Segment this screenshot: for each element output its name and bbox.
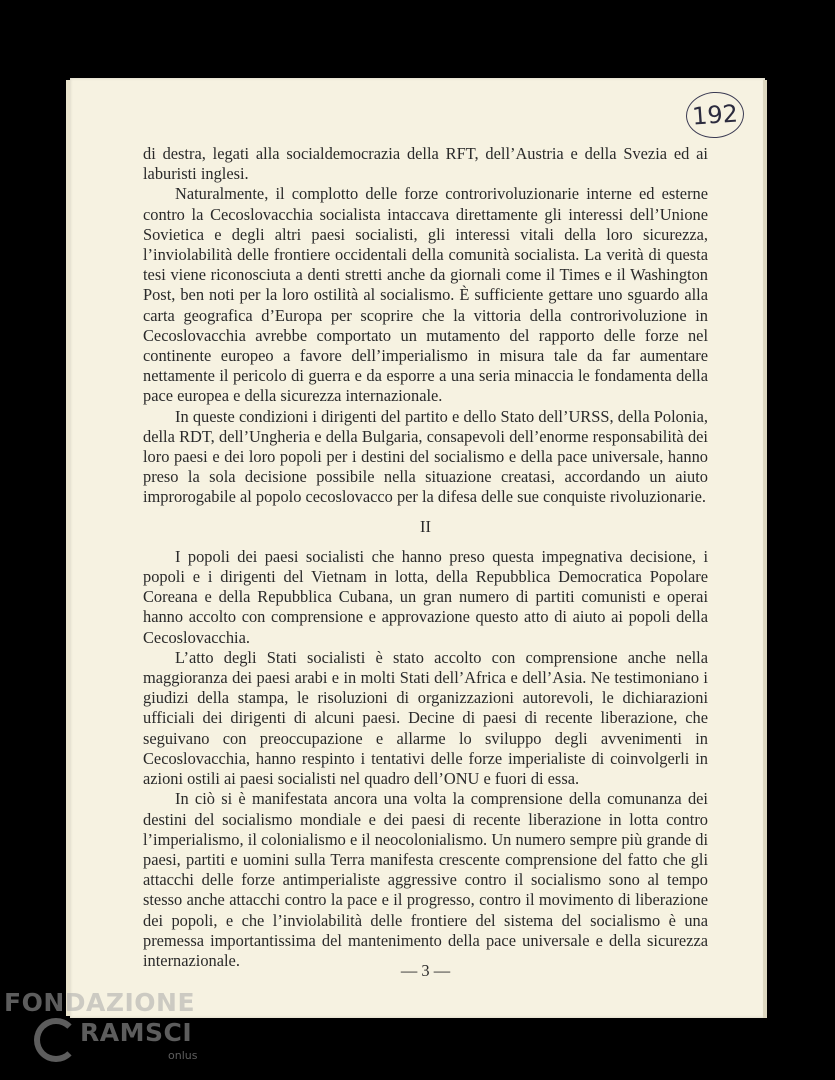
- paragraph: I popoli dei paesi socialisti che hanno preso questa impegnativa decisione, i popoli e i dirigenti del Vietnam in lotta, della Repubblica Democratica Popolare Coreana e della Repubblica Cubana, un gran numero di partiti comunisti e operai hanno accolto con comprensione e approvazione questo atto di aiuto ai popoli della Cecoslovacchia.: [143, 546, 708, 647]
- paragraph: Naturalmente, il complotto delle forze controrivoluzionarie interne ed esterne contro la Cecoslovacchia socialista intaccava direttamente gli interessi dell’Unione Sovietica e degli altri paesi socialisti, gli interessi vitali della loro sicurezza, l’inviolabilità delle frontiere occidentali della comunità socialista. La verità di questa tesi viene riconosciuta a denti stretti anche da giornali come il Times e il Washington Post, ben noti per la loro ostilità al socialismo. È sufficiente gettare uno sguardo alla carta geografica d’Europa per scoprire che la vittoria della controrivoluzione in Cecoslovacchia avrebbe comportato un mutamento del rapporto delle forze nel continente europeo a favore dell’imperialismo in misura tale da far aumentare nettamente il pericolo di guerra e da esporre a una seria minaccia le fondamenta della pace europea e della sicurezza internazionale.: [143, 184, 708, 406]
- watermark-line1: FONDAZIONE: [4, 988, 196, 1017]
- paragraph: L’atto degli Stati socialisti è stato accolto con comprensione anche nella maggioranza dei paesi arabi e in molti Stati dell’Africa e dell’Asia. Ne testimoniano i giudizi della stampa, le risoluzioni di organizzazioni autorevoli, le dichiarazioni ufficiali dei dirigenti di alcuni paesi. Decine di paesi di recente liberazione, che seguivano con preoccupazione e allarme lo sviluppo degli avvenimenti in Cecoslovacchia, hanno respinto i tentativi delle forze imperialiste di coinvolgerli in azioni ostili ai paesi socialisti nel quadro dell’ONU e fuori di essa.: [143, 647, 708, 789]
- paragraph: di destra, legati alla socialdemocrazia della RFT, dell’Austria e della Svezia ed ai laburisti inglesi.: [143, 144, 708, 184]
- page-right-edge: [763, 80, 767, 1018]
- body-text: [143, 144, 708, 971]
- paragraph: In queste condizioni i dirigenti del partito e dello Stato dell’URSS, della Polonia, della RDT, dell’Ungheria e della Bulgaria, consapevoli dell’enorme responsabilità dei loro paesi e dei loro popoli per i destini del socialismo e della pace universale, hanno preso la sola decisione possibile nella situazione creatasi, accordando un aiuto improrogabile al popolo cecoslovacco per la difesa delle sue conquiste rivoluzionarie.: [143, 406, 708, 507]
- paragraph: In ciò si è manifestata ancora una volta la comprensione della comunanza dei destini del socialismo mondiale e dei paesi di recente liberazione in lotta contro l’imperialismo, il colonialismo e il neocolonialismo. Un numero sempre più grande di paesi, partiti e uomini sulla Terra manifesta crescente comprensione del fatto che gli attacchi delle forze antimperialiste aggressive contro il socialismo sono al tempo stesso anche attacchi contro la pace e il progresso, contro il movimento di liberazione dei popoli, e che l’inviolabilità delle frontiere del sistema del socialismo è una premessa importantissima del mantenimento della pace universale e della sicurezza internazionale.: [143, 789, 708, 970]
- watermark-g-logo-icon: [34, 1018, 78, 1062]
- watermark-line3: onlus: [168, 1049, 198, 1062]
- section-heading: II: [420, 516, 431, 536]
- fondazione-gramsci-watermark: [4, 988, 234, 1078]
- page-number: — 3 —: [400, 961, 451, 980]
- handwritten-folio-number: 192: [684, 90, 745, 140]
- watermark-line2: RAMSCI: [80, 1018, 193, 1047]
